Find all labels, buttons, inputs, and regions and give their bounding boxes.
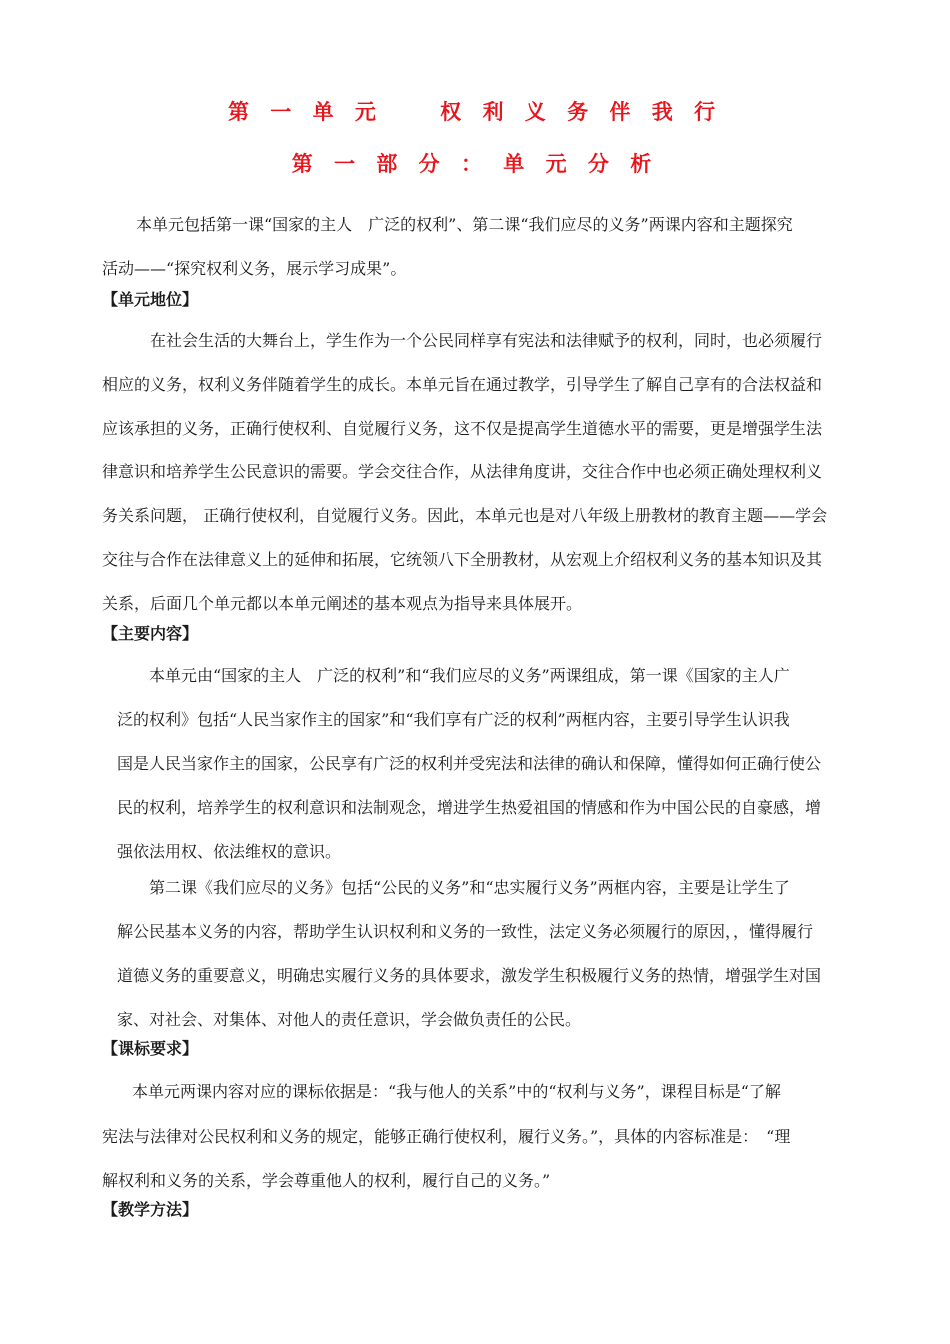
paragraph-line: 在社会生活的大舞台上，学生作为一个公民同样享有宪法和法律赋予的权利，同时，也必须履行: [150, 331, 823, 350]
paragraph-line: 国是人民当家作主的国家，公民享有广泛的权利并受宪法和法律的确认和保障，懂得如何正确行使公: [117, 754, 822, 773]
paragraph-line: 关系，后面几个单元都以本单元阐述的基本观点为指导来具体展开。: [102, 593, 583, 613]
paragraph-line: 本单元两课内容对应的课标依据是：“我与他人的关系”中的“权利与义务”，课程目标是“了解: [132, 1082, 781, 1101]
paragraph-line: 民的权利，培养学生的权利意识和法制观念，增进学生热爱祖国的情感和作为中国公民的自豪感，增: [117, 798, 822, 817]
paragraph-line: 家、对社会、对集体、对他人的责任意识，学会做负责任的公民。: [117, 1010, 582, 1029]
paragraph-line: 应该承担的义务，正确行使权利、自觉履行义务，这不仅是提高学生道德水平的需要，更是增强学生法: [102, 418, 823, 438]
section-heading-position: 【单元地位】: [102, 290, 199, 309]
content-paragraph-lesson2: [117, 866, 821, 1042]
paragraph-line: 交往与合作在法律意义上的延伸和拓展，它统领八下全册教材，从宏观上介绍权利义务的基本知识及其: [102, 549, 823, 569]
intro-paragraph: [102, 203, 793, 291]
paragraph-line: 宪法与法律对公民权利和义务的规定，能够正确行使权利，履行义务。”，具体的内容标准是： “理: [102, 1126, 791, 1146]
part-title: 第 一 部 分 ： 单 元 分 析: [291, 152, 659, 176]
position-paragraph: [102, 319, 827, 626]
section-heading-standards: 【课标要求】: [102, 1039, 199, 1058]
paragraph-line: 道德义务的重要意义，明确忠实履行义务的具体要求，激发学生积极履行义务的热情，增强学生对国: [117, 966, 822, 985]
standards-paragraph: [102, 1070, 790, 1204]
paragraph-line: 第二课《我们应尽的义务》包括“公民的义务”和“忠实履行义务”两框内容，主要是让学生了: [149, 878, 790, 897]
unit-title: 第 一 单 元 权 利 义 务 伴 我 行: [227, 100, 723, 124]
paragraph-line: 本单元由“国家的主人 广泛的权利”和“我们应尽的义务”两课组成，第一课《国家的主人广: [149, 666, 790, 685]
paragraph-line: 解公民基本义务的内容，帮助学生认识权利和义务的一致性，法定义务必须履行的原因，，懂得履行: [117, 922, 814, 941]
paragraph-line: 律意识和培养学生公民意识的需要。学会交往合作，从法律角度讲，交往合作中也必须正确处理权利义: [102, 462, 823, 482]
intro-line: 本单元包括第一课“国家的主人 广泛的权利”、第二课“我们应尽的义务”两课内容和主题探究: [136, 215, 793, 234]
paragraph-line: 强依法用权、依法维权的意识。: [117, 842, 342, 861]
paragraph-line: 相应的义务，权利义务伴随着学生的成长。本单元旨在通过教学，引导学生了解自己享有的合法权益和: [102, 374, 823, 394]
section-heading-content: 【主要内容】: [102, 624, 199, 643]
content-paragraph-lesson1: [117, 654, 821, 874]
section-heading-method: 【教学方法】: [102, 1200, 199, 1219]
paragraph-line: 解权利和义务的关系，学会尊重他人的权利，履行自己的义务。”: [102, 1171, 551, 1190]
paragraph-line: 泛的权利》包括“人民当家作主的国家”和“我们享有广泛的权利”两框内容，主要引导学生认识我: [117, 710, 790, 729]
intro-line: 活动——“探究权利义务，展示学习成果”。: [102, 259, 407, 278]
paragraph-line: 务关系问题， 正确行使权利，自觉履行义务。因此，本单元也是对八年级上册教材的教育主题——学会: [102, 506, 828, 526]
